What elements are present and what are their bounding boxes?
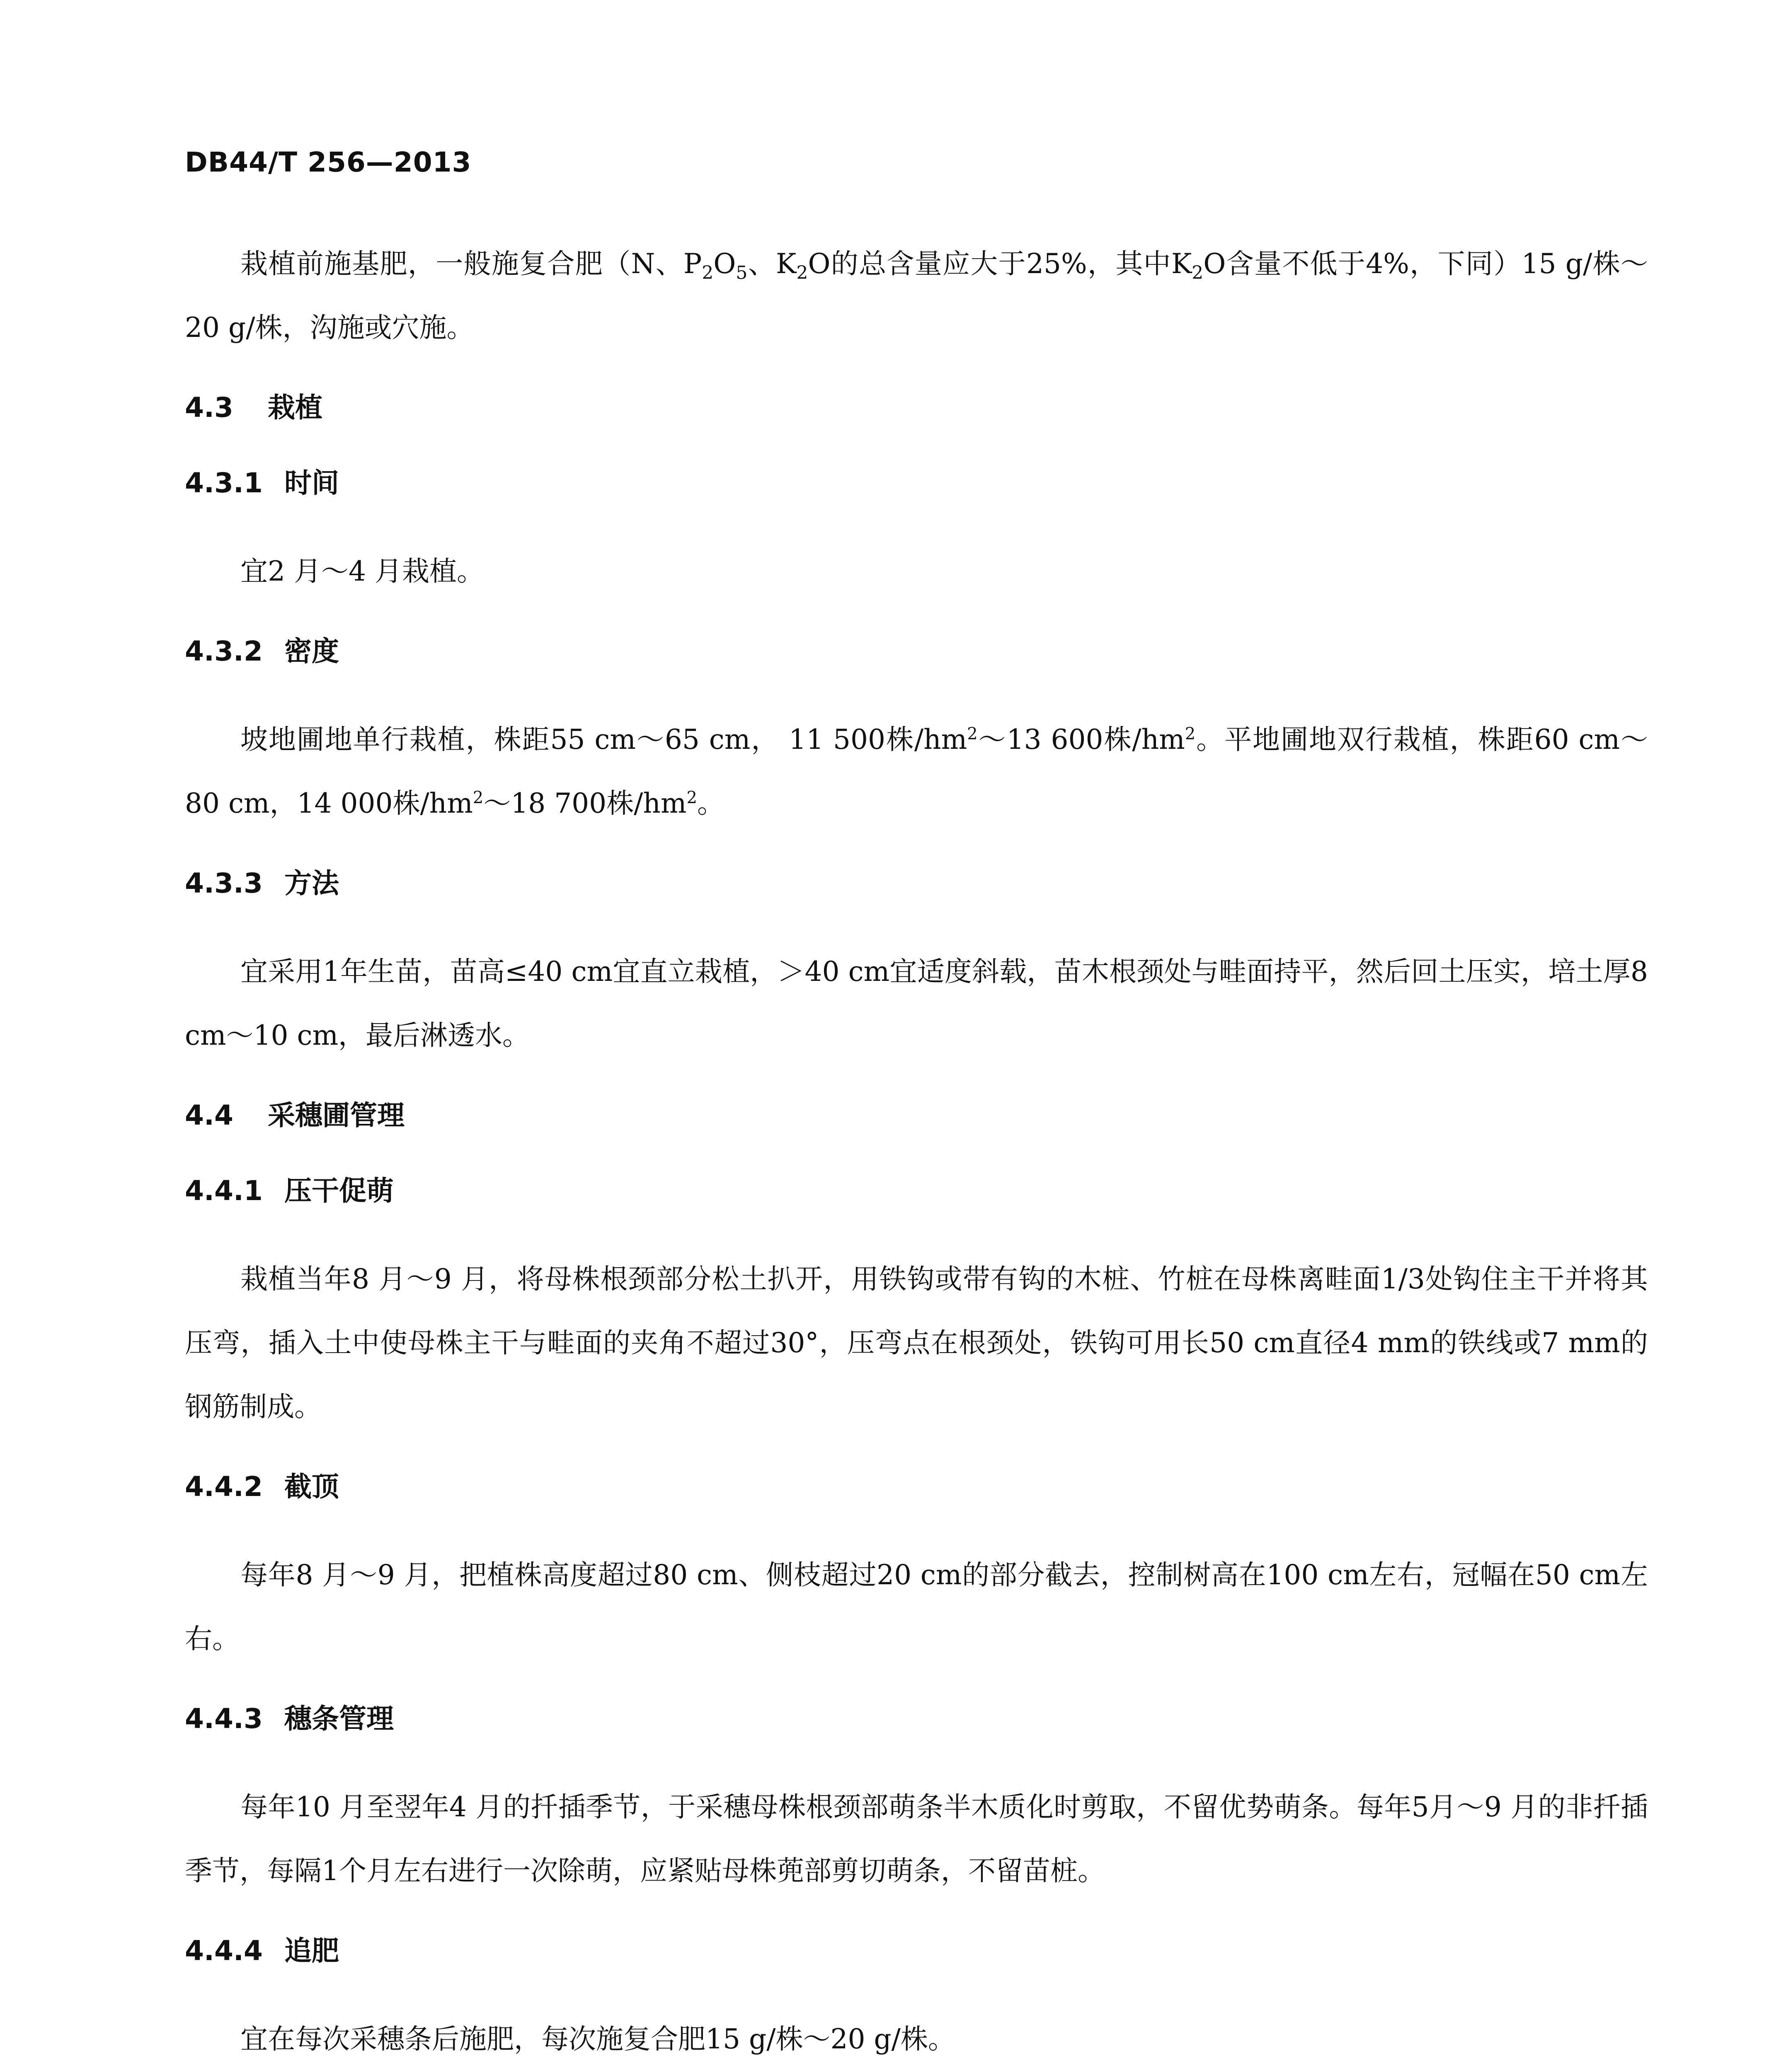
section-number: 4.4.2 xyxy=(185,1471,263,1503)
paragraph-4-3-3: 宜采用1年生苗，苗高≤40 cm宜直立栽植，＞40 cm宜适度斜载，苗木根颈处与畦面持平，然后回土压实，培土厚8 cm～10 cm，最后淋透水。 xyxy=(185,956,1648,1051)
section-title: 追肥 xyxy=(284,1935,339,1967)
paragraph-4-4-4: 宜在每次采穗条后施肥，每次施复合肥15 g/株～20 g/株。 xyxy=(240,2023,955,2055)
section-number: 4.3.2 xyxy=(185,635,263,667)
section-heading-4-4-1 xyxy=(185,1172,1648,1210)
section-number: 4.3 xyxy=(185,392,233,424)
section-title: 穗条管理 xyxy=(284,1703,394,1735)
document-code-header: DB44/T 256—2013 xyxy=(185,146,472,178)
paragraph-4-4-3: 每年10 月至翌年4 月的扦插季节，于采穗母株根颈部萌条半木质化时剪取，不留优势萌条。每年5月～9 月的非扦插季节，每隔1个月左右进行一次除萌，应紧贴母株蔸部剪切萌条，不留苗桩。 xyxy=(185,1791,1648,1887)
section-title: 时间 xyxy=(284,467,339,499)
section-title: 截顶 xyxy=(284,1471,339,1503)
section-heading-4-3-1 xyxy=(185,464,1648,502)
section-heading-4-3-3 xyxy=(185,864,1648,903)
paragraph-base-fertilizer: 栽植前施基肥，一般施复合肥（N、$P_2O_5$、$K_2O$的总含量应大于25%，其中$K_2O$含量不低于4%，下同）15 g/株～20 g/株，沟施或穴施。 xyxy=(185,248,1648,344)
section-title: 采穗圃管理 xyxy=(268,1099,405,1131)
section-number: 4.4.4 xyxy=(185,1935,263,1967)
section-title: 压干促萌 xyxy=(284,1175,394,1207)
section-number: 4.4 xyxy=(185,1099,233,1131)
section-heading-4-4-2 xyxy=(185,1468,1648,1506)
section-heading-4-3-2 xyxy=(185,632,1648,670)
section-heading-4-4 xyxy=(185,1097,1648,1135)
section-title: 方法 xyxy=(284,867,339,899)
paragraph-4-3-1: 宜2 月～4 月栽植。 xyxy=(240,555,484,587)
section-number: 4.4.3 xyxy=(185,1703,263,1735)
section-number: 4.4.1 xyxy=(185,1175,263,1207)
section-heading-4-3 xyxy=(185,389,1648,427)
section-title: 密度 xyxy=(284,635,339,667)
paragraph-4-4-2: 每年8 月～9 月，把植株高度超过80 cm、侧枝超过20 cm的部分截去，控制树高在100 cm左右，冠幅在50 cm左右。 xyxy=(185,1559,1648,1655)
document-body xyxy=(185,232,1648,2072)
paragraph-4-3-2: 坡地圃地单行栽植，株距55 cm～65 cm， 11 500株$/hm^2\sim 13$ 600株$/hm^2$。平地圃地双行栽植，株距60 cm～80 cm，14 000株$/hm^2\sim 18$ 700株$/hm^2$。 xyxy=(185,724,1648,819)
section-title: 栽植 xyxy=(268,392,322,424)
section-number: 4.3.3 xyxy=(185,867,263,899)
section-heading-4-4-3 xyxy=(185,1700,1648,1738)
paragraph-4-4-1: 栽植当年8 月～9 月，将母株根颈部分松土扒开，用铁钩或带有钩的木桩、竹桩在母株离畦面1/3处钩住主干并将其压弯，插入土中使母株主干与畦面的夹角不超过30°，压弯点在根颈处，铁钩可用长50 cm直径4 mm的铁线或7 mm的钢筋制成。 xyxy=(185,1263,1648,1423)
section-heading-4-4-4 xyxy=(185,1932,1648,1970)
section-number: 4.3.1 xyxy=(185,467,263,499)
